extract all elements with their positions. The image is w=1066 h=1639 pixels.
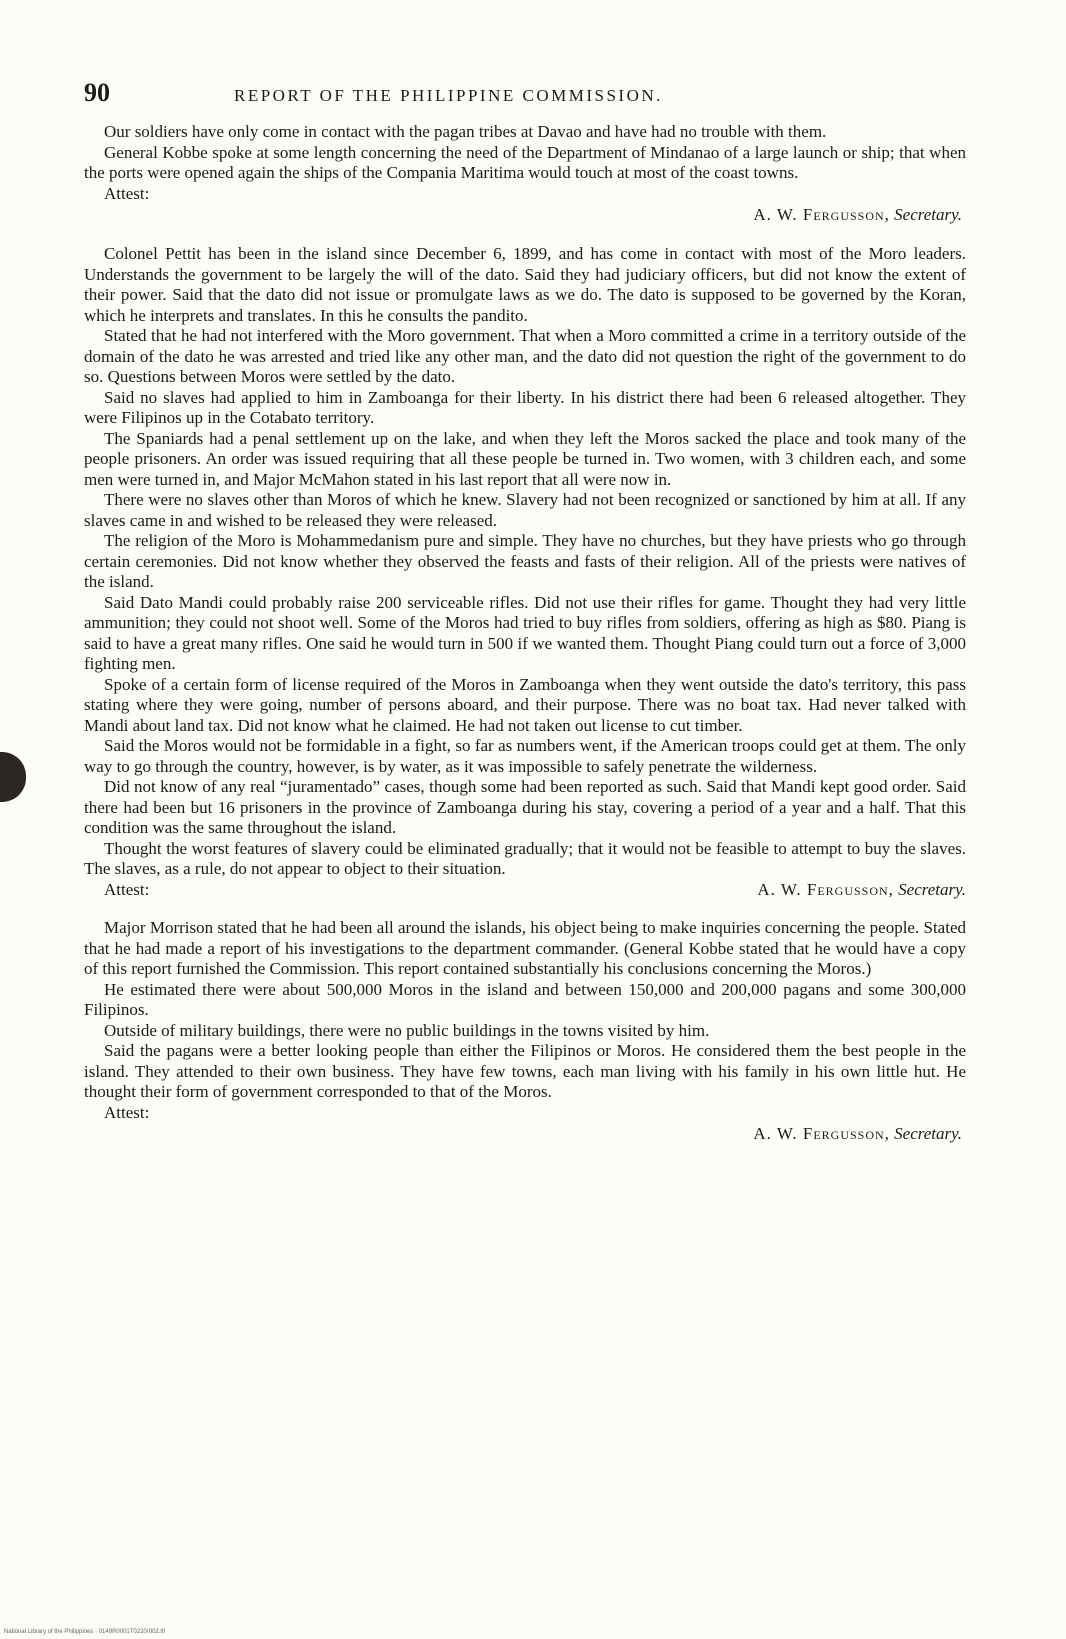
attest-label: Attest:	[104, 183, 150, 203]
paragraph: Said Dato Mandi could probably raise 200 serviceable rifles. Did not use their rifles for game. Thought they had very little ammunition; they could not shoot well. Some of the Moros had tried to buy rifles from soldiers, offering as high as $80. Piang is said to have a great many rifles. One said he would turn in 500 if we wanted them. Thought Piang could turn out a force of 3,000 fighting men.	[84, 592, 966, 673]
page-number: 90	[84, 78, 110, 107]
signature-title: Secretary.	[894, 205, 962, 224]
paragraph: The religion of the Moro is Mohammedanism pure and simple. They have no churches, but they have priests who go through certain ceremonies. Did not know whether they observed the feasts and fasts of their religion. All of the priests were natives of the island.	[84, 531, 966, 591]
signature	[757, 880, 966, 901]
paragraph: Did not know of any real “juramentado” cases, though some had been reported as such. Said that Mandi kept good order. Said there had been but 16 prisoners in the province of Zamboanga during his stay, covering a period of a year and a half. That this condition was the same throughout the island.	[84, 777, 966, 837]
paragraph: The Spaniards had a penal settlement up on the lake, and when they left the Moros sacked the place and took many of the people prisoners. An order was issued requiring that all these people be turned in. Two women, with 3 children each, and some men were turned in, and Major McMahon stated in his last report that all were now in.	[84, 428, 966, 489]
paragraph: Outside of military buildings, there were no public buildings in the towns visited by him.	[104, 1020, 710, 1040]
document-page	[84, 78, 966, 1145]
paragraph: There were no slaves other than Moros of which he knew. Slavery had not been recognized or sanctioned by him at all. If any slaves came in and wished to be released they were released.	[84, 490, 966, 530]
signature	[84, 204, 966, 226]
signature-row	[84, 880, 966, 901]
running-head: REPORT OF THE PHILIPPINE COMMISSION.	[234, 86, 663, 105]
paragraph: General Kobbe spoke at some length concerning the need of the Department of Mindanao of a large launch or ship; that when the ports were opened again the ships of the Compania Maritima would touch at most of the coast towns.	[84, 142, 966, 182]
paragraph: Major Morrison stated that he had been all around the islands, his object being to make inquiries concerning the people. Stated that he had made a report of his investigations to the department commander. (General Kobbe stated that he would have a copy of this report furnished the Commission. This report contained substantially his conclusions concerning the Moros.)	[84, 918, 966, 978]
section-davao	[84, 122, 966, 226]
attest-label: Attest:	[104, 1102, 150, 1122]
signature-title: Secretary.	[894, 1124, 962, 1143]
signature-name: A. W. Fergusson,	[757, 879, 894, 899]
attest-label: Attest:	[104, 879, 150, 899]
paragraph: Said the pagans were a better looking people than either the Filipinos or Moros. He considered them the best people in the island. They attended to their own business. They have few towns, each man living with his family in his own little hut. He thought their form of government corresponded to that of the Moros.	[84, 1041, 966, 1101]
paragraph: Colonel Pettit has been in the island since December 6, 1899, and has come in contact with most of the Moro leaders. Understands the government to be largely the will of the dato. Said they had judiciary officers, but did not know the extent of their power. Said that the dato did not issue or promulgate laws as we do. The dato is supposed to be governed by the Koran, which he interprets and translates. In this he consults the pandito.	[84, 244, 966, 325]
section-morrison	[84, 918, 966, 1145]
signature-name: A. W. Fergusson,	[753, 1124, 890, 1143]
paragraph: Our soldiers have only come in contact with the pagan tribes at Davao and have had no trouble with them.	[104, 122, 827, 141]
paragraph: Said the Moros would not be formidable in a fight, so far as numbers went, if the American troops could get at them. The only way to go through the country, however, is by water, as it was impossible to safely penetrate the wilderness.	[84, 736, 966, 776]
scan-edge-mark	[0, 752, 26, 802]
signature-name: A. W. Fergusson,	[753, 205, 890, 224]
paragraph: Thought the worst features of slavery could be eliminated gradually; that it would not be feasible to attempt to buy the slaves. The slaves, as a rule, do not appear to object to their situation.	[84, 838, 966, 878]
page-header	[84, 78, 966, 122]
signature	[84, 1123, 966, 1145]
signature-title: Secretary.	[898, 879, 966, 899]
paragraph: Stated that he had not interfered with the Moro government. That when a Moro committed a crime in a territory outside of the domain of the dato he was arrested and tried like any other man, and the dato did not question the right of the government to do so. Questions between Moros were settled by the dato.	[84, 326, 966, 386]
paragraph: Spoke of a certain form of license required of the Moros in Zamboanga when they went outside the dato's territory, this pass stating where they were going, number of persons aboard, and their purpose. There was no boat tax. Had never talked with Mandi about land tax. Did not know what he claimed. He had not taken out license to cut timber.	[84, 674, 966, 735]
paragraph: Said no slaves had applied to him in Zamboanga for their liberty. In his district there had been 6 released altogether. They were Filipinos up in the Cotabato territory.	[84, 387, 966, 427]
section-pettit	[84, 244, 966, 900]
scan-footer: National Library of the Philippines · 0149R0001T0220r002.tif	[4, 1629, 166, 1635]
paragraph: He estimated there were about 500,000 Moros in the island and between 150,000 and 200,000 pagans and some 300,000 Filipinos.	[84, 979, 966, 1019]
